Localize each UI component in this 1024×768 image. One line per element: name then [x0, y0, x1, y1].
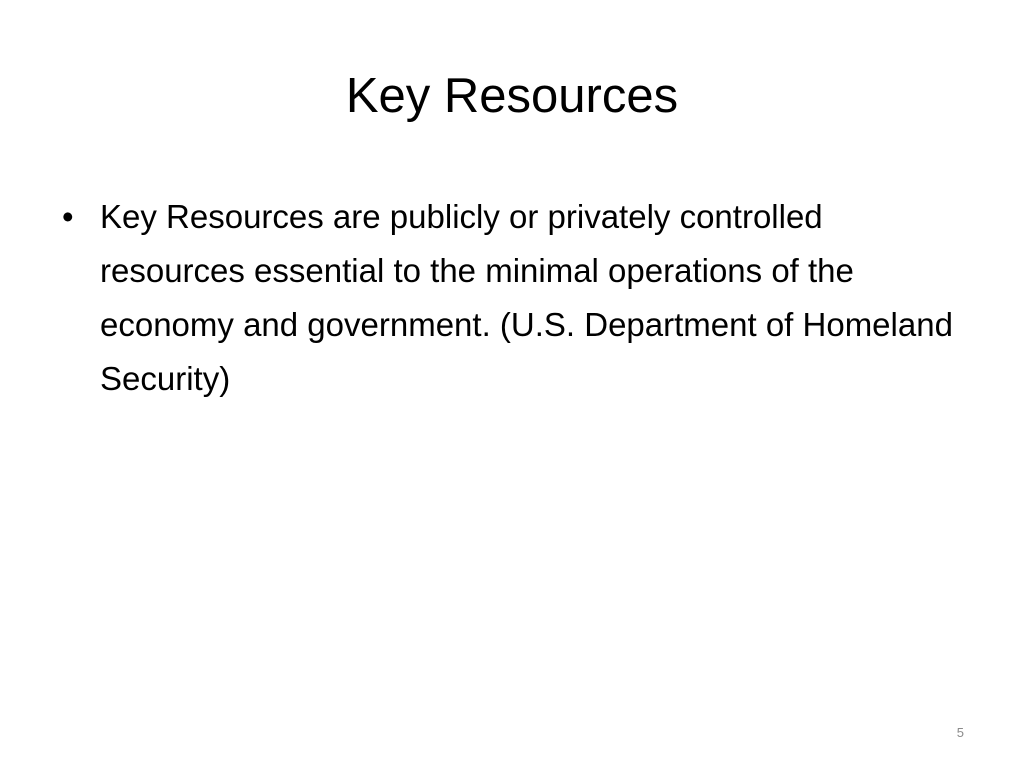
bullet-list [62, 190, 962, 406]
bullet-item [62, 190, 962, 406]
bullet-text: Key Resources are publicly or privately controlled resources essential to the minimal operations of the economy and government. (U.S. Department of Homeland Security) [100, 198, 953, 397]
bullet-marker-icon: • [62, 198, 74, 235]
slide-title: Key Resources [345, 69, 679, 123]
slide-number: 5 [956, 725, 964, 740]
